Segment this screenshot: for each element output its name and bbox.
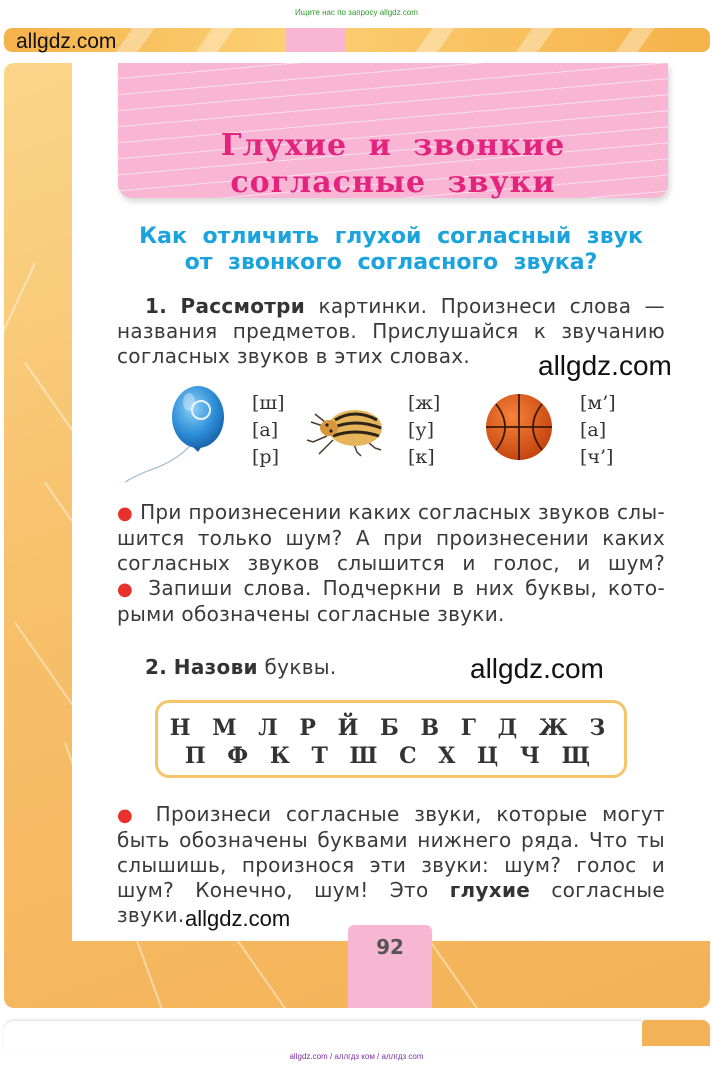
conclusion-text: шум? Конечно, шум! Это [117,878,429,902]
sound-transcription: [р] [252,446,279,468]
task-line: рыми обозначены согласные звуки. [117,602,505,626]
sound-transcription: [а] [252,419,279,441]
page-title [118,127,668,201]
questions-block [117,500,665,627]
question-line: шится только шум? А при произнесении каких [117,526,665,550]
sound-transcription: [у] [408,419,435,441]
voiced-letters-row: Н М Л Р Й Б В Г Д Ж З [169,715,613,741]
question-line-2: от звонкого согласного звука? [184,250,598,275]
bullet-text: При произнесении каких согласных звуков слы- [140,500,665,524]
sound-column-balloon [252,390,285,471]
sound-transcription: [к] [408,446,435,468]
balloon-image [120,382,225,487]
lesson-question [72,224,710,276]
watermark: allgdz.com [538,350,672,381]
letters-box [155,700,627,778]
sound-column-beetle [408,390,440,471]
keyword-voiceless: глухие [449,878,531,902]
exercise-1-number: 1. [145,294,168,318]
exercise-2-number: 2. [145,655,168,679]
watermark: allgdz.com [185,906,291,931]
footer-links[interactable]: allgdz.com / аллгдз ком / аллгдз com [289,1052,424,1061]
conclusion-line [117,802,665,828]
sound-transcription: [ш] [252,392,285,414]
task-line [117,576,665,602]
sound-transcription: [ж] [408,392,441,414]
watermark: allgdz.com [16,30,117,53]
question-line-1: Как отличить глухой согласный звук [139,224,643,249]
question-line [117,500,665,526]
exercise-2-text: буквы. [264,655,337,679]
sound-transcription: [ч’] [580,446,614,468]
sound-transcription: [м’] [580,392,616,414]
exercise-2-verb: Назови [173,655,258,679]
conclusion-line: быть обозначены буквами нижнего ряда. Что ты [117,828,665,852]
exercise-1-line-1 [117,294,665,319]
next-page-decor [642,1020,710,1046]
sound-column-basketball [580,390,616,471]
title-line-2: согласные звуки [230,165,556,200]
conclusion-line: слышишь, произнося эти звуки: шум? голос и [117,853,665,877]
bullet-icon: ● [117,579,138,600]
next-page-edge [4,1020,710,1050]
page-number: 92 [376,935,404,959]
question-line: согласных звуков слышится и голос, и шум? [117,551,665,575]
top-notice[interactable]: Ищите нас по запросу allgdz.com [295,8,418,17]
bullet-icon: ● [117,503,134,524]
bullet-text: Произнеси согласные звуки, которые могут [155,802,665,826]
sound-transcription: [а] [580,419,607,441]
voiceless-letters-row: П Ф К Т Ш С Х Ц Ч Щ [184,743,598,769]
exercise-1-line-2: названия предметов. Прислушайся к звучанию [117,319,665,343]
bullet-text: Запиши слова. Подчеркни в них буквы, кото- [148,576,665,600]
bullet-icon: ● [117,805,141,826]
exercise-2 [145,655,445,680]
beetle-image [305,398,390,458]
watermark: allgdz.com [470,653,604,684]
title-line-1: Глухие и звонкие [220,128,566,163]
exercise-1-text-1: картинки. Произнеси слова — [318,294,665,318]
basketball-image [484,392,554,462]
conclusion-text: согласные звуки. [117,878,665,927]
exercise-1-line-3: согласных звуков в этих словах. [117,344,471,368]
exercise-1-verb: Рассмотри [180,294,306,318]
